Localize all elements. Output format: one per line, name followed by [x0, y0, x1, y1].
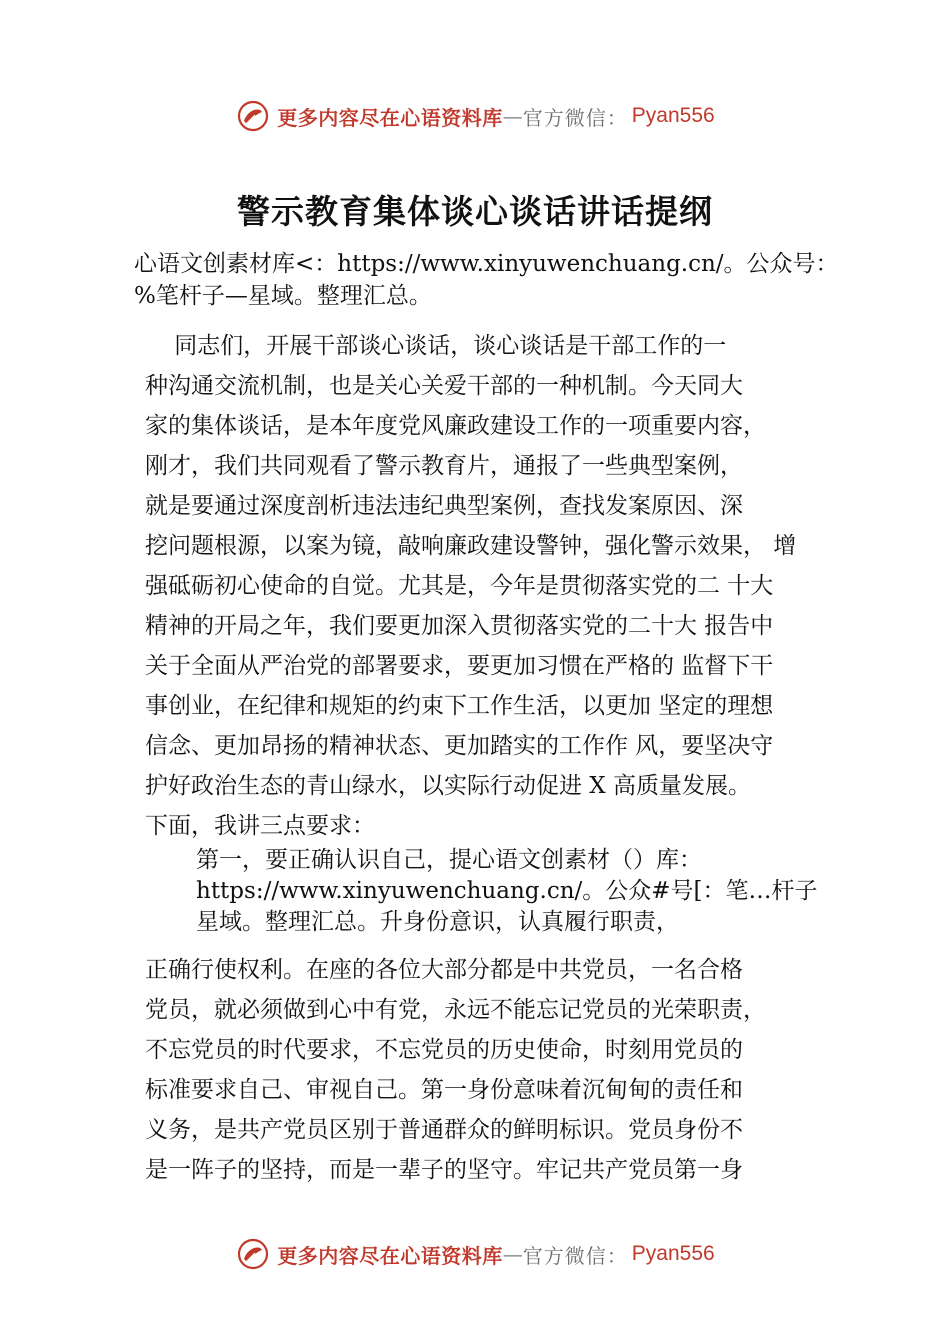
banner-site-text: 更多内容尽在心语资料库 — [277, 1243, 503, 1268]
pen-swirl-logo-icon — [235, 98, 271, 134]
header-watermark-banner — [0, 94, 950, 138]
footer-watermark-banner — [0, 1232, 950, 1276]
body-paragraph-2: 正确行使权利。在座的各位大部分都是中共党员，一名合格 党员，就必须做到心中有党，永远不能忘记党员的光荣职责， 不忘党员的时代要求，不忘党员的历史使命，时刻用党员的 标准要求自己、审视自己。第一身份意味着沉甸甸的责任和 义务，是共产党员区别于普通群众的鲜明标识。党员身份不 是一阵子的坚持，而是一辈子的坚守。牢记共产党员第一身 — [145, 957, 766, 1183]
banner-site-text: 更多内容尽在心语资料库 — [277, 105, 503, 130]
document-title: 警示教育集体谈心谈话讲话提纲 — [237, 192, 713, 231]
banner-wechat-label: 官方微信： — [522, 105, 628, 130]
banner-dash: — — [502, 104, 523, 128]
banner-wechat-id: Pyan556 — [631, 1242, 715, 1265]
banner-wechat-label: 官方微信： — [522, 1243, 628, 1268]
banner-dash: — — [502, 1242, 523, 1266]
banner-wechat-id: Pyan556 — [631, 104, 715, 127]
point-1-heading: 第一，要正确认识自己，提心语文创素材（）库： https://www.xinyuwenchuang.cn/。公众#号[：笔…杆子 星域。整理汇总。升身份意识，认真履行职责， — [196, 847, 818, 935]
pen-swirl-logo-icon — [235, 1236, 271, 1272]
body-paragraph-1: 同志们，开展干部谈心谈话，谈心谈话是干部工作的一 种沟通交流机制，也是关心关爱干部的一种机制。今天同大 家的集体谈话，是本年度党风廉政建设工作的一项重要内容， 刚才，我们共同观看了警示教育片，通报了一些典型案例， 就是要通过深度剖析违法违纪典型案例，查找发案原因、深 挖问题根源，以案为镜，敲响廉政建设警钟，强化警示效果， 增 强砥砺初心使命的自觉。尤其是，今年是贯彻落实党的二 十大 精神的开局之年，我们要更加深入贯彻落实党的二十大 报告中 关于全面从严治党的部署要求，要更加习惯在严格的 监督下干 事创业，在纪律和规矩的约束下工作生活，以更加 坚定的理想 信念、更加昂扬的精神状态、更加踏实的工作作 风，要坚决守 护好政治生态的青山绿水，以实际行动促进 X 高质量发展。 下面，我讲三点要求： — [145, 333, 797, 839]
source-note: 心语文创素材库<：https://www.xinyuwenchuang.cn/。公众号： %笔杆子—星域。整理汇总。 — [134, 251, 839, 309]
